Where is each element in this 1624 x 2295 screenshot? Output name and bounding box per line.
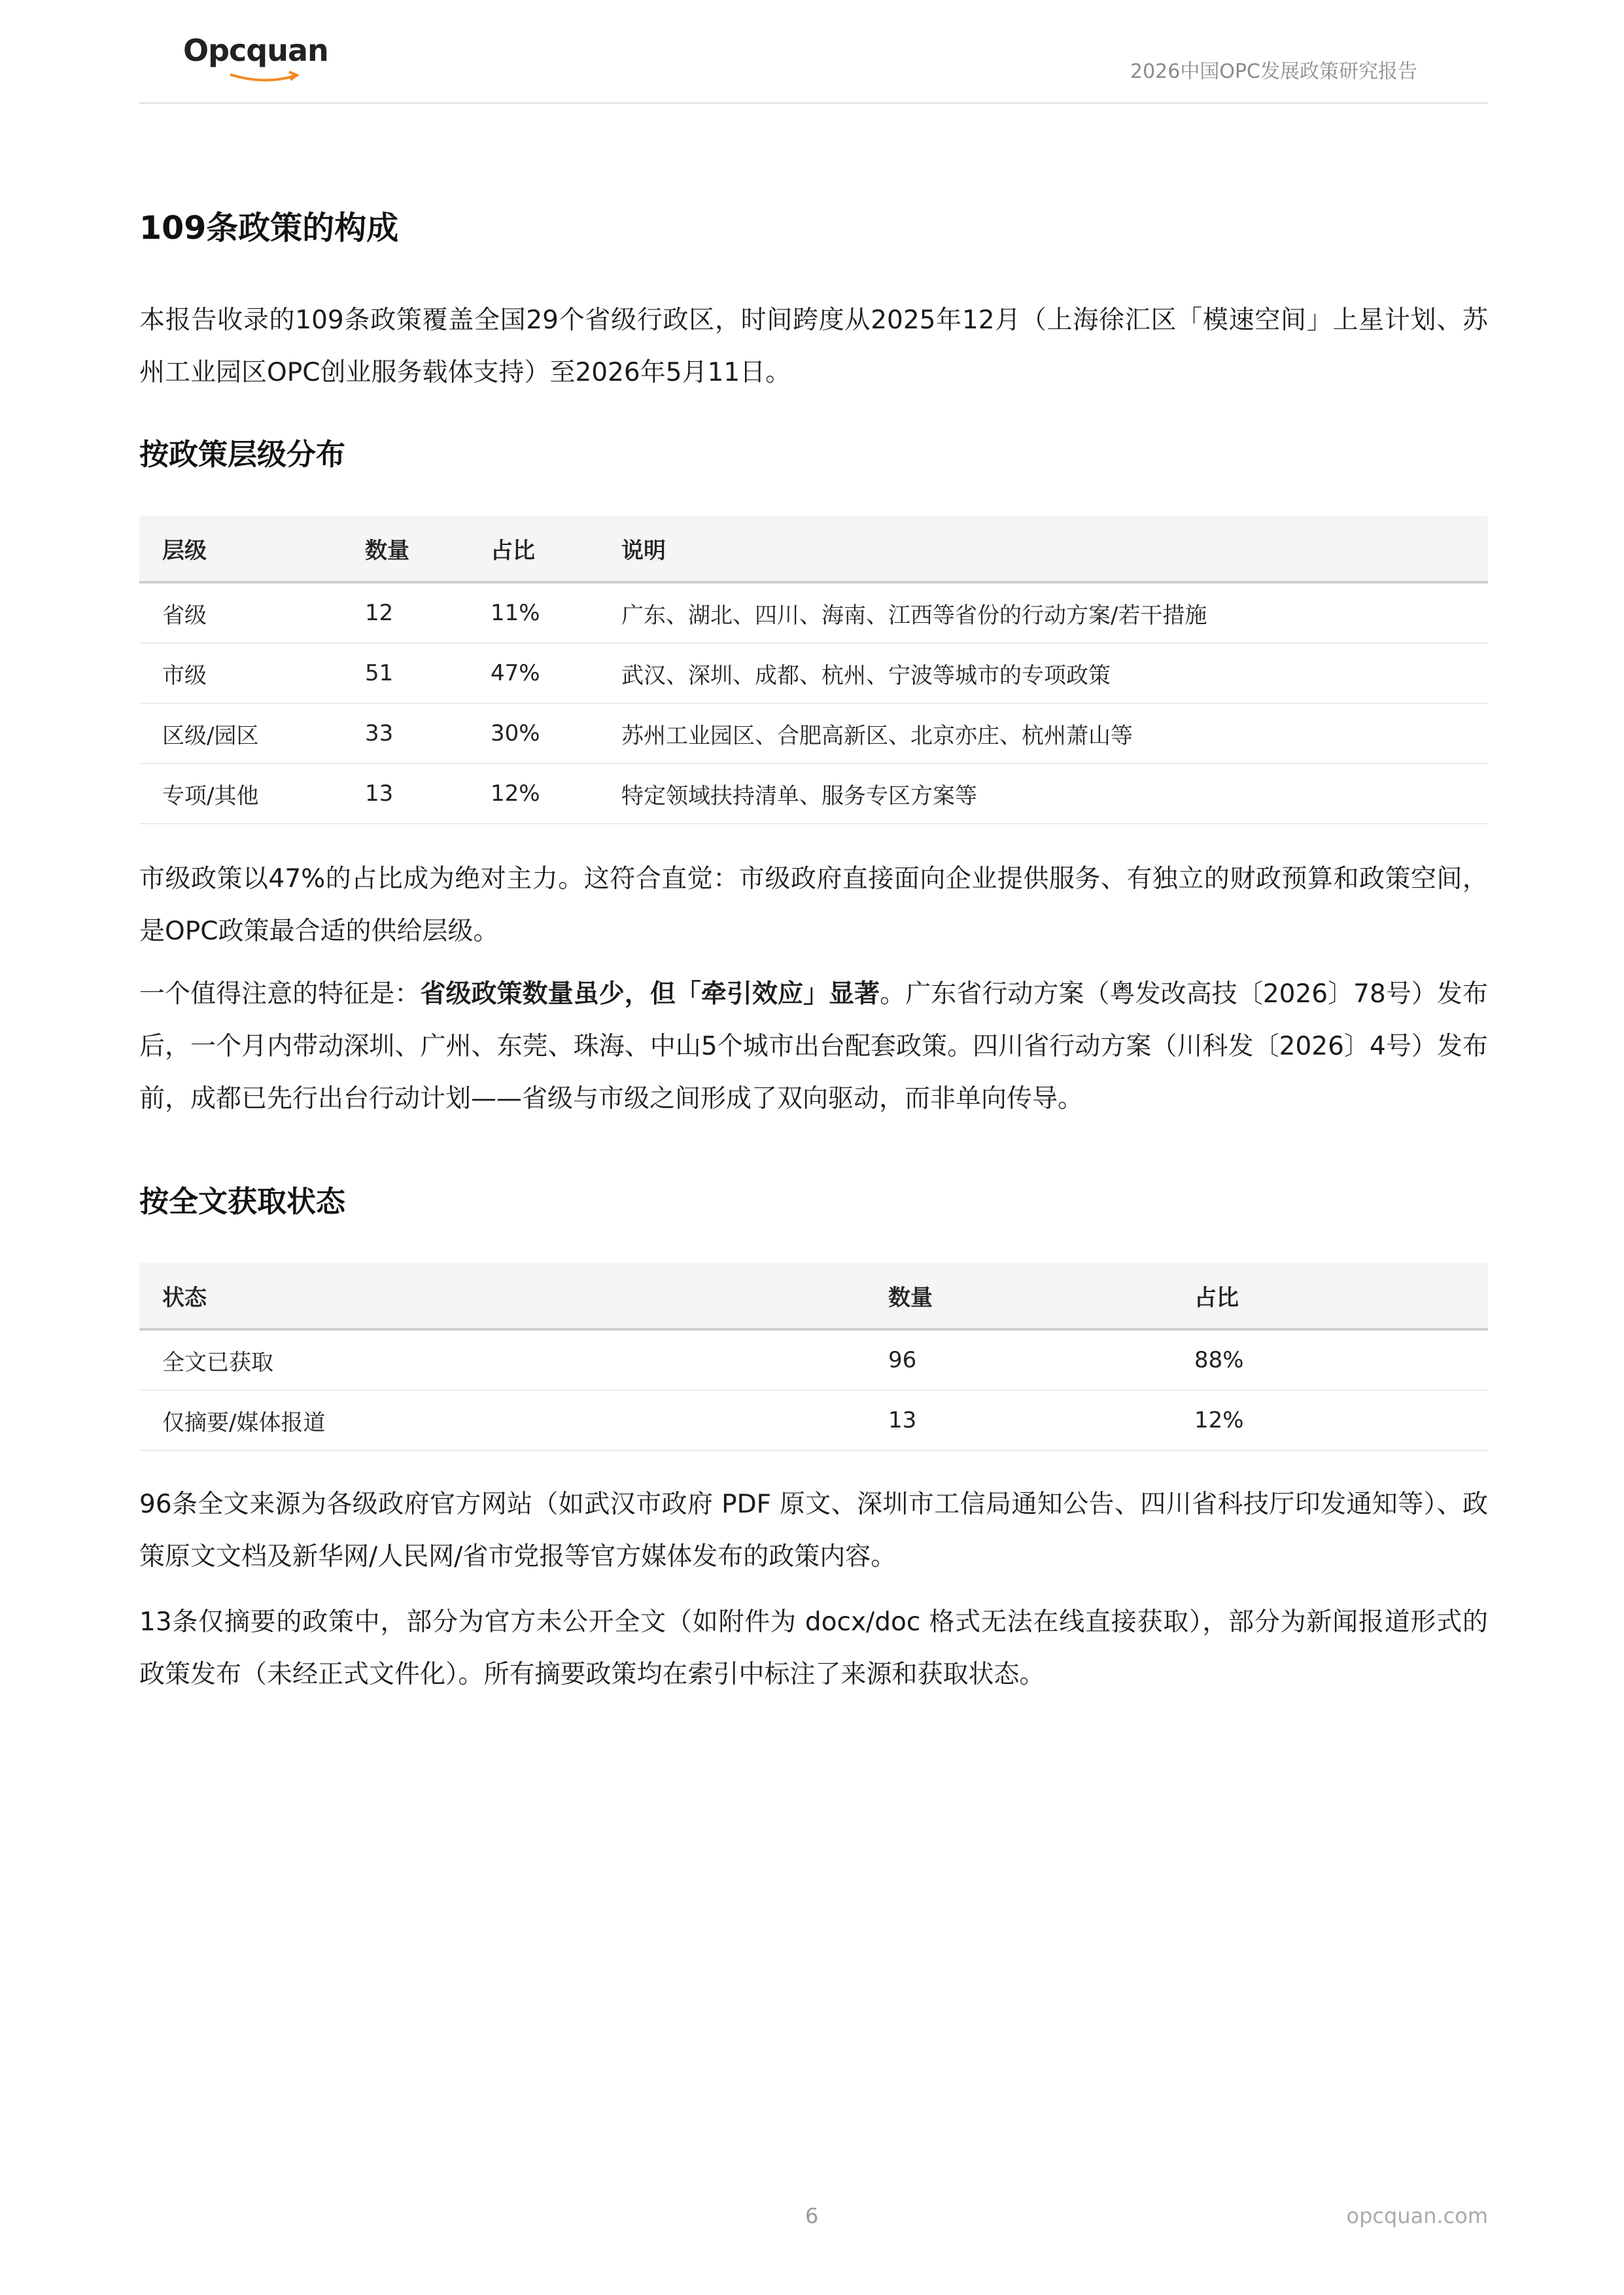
column-header: 数量 <box>342 516 468 582</box>
table-cell: 11% <box>468 582 598 643</box>
column-header: 状态 <box>139 1263 865 1329</box>
table-row <box>139 643 1488 703</box>
level-table <box>139 516 1488 824</box>
column-header: 占比 <box>468 516 598 582</box>
table-cell: 全文已获取 <box>139 1329 865 1390</box>
table-row <box>139 703 1488 763</box>
page-header <box>139 0 1488 104</box>
table-cell: 96 <box>865 1329 1171 1390</box>
table-cell: 30% <box>468 703 598 763</box>
logo-text: Opcquan <box>183 33 328 68</box>
table-cell: 省级 <box>139 582 342 643</box>
table-cell: 苏州工业园区、合肥高新区、北京亦庄、杭州萧山等 <box>598 703 1488 763</box>
paragraph-text: 一个值得注意的特征是： <box>139 979 421 1009</box>
column-header: 说明 <box>598 516 1488 582</box>
table-row <box>139 582 1488 643</box>
status-section-title: 按全文获取状态 <box>139 1184 346 1219</box>
table-cell: 武汉、深圳、成都、杭州、宁波等城市的专项政策 <box>598 643 1488 703</box>
level-section-title: 按政策层级分布 <box>139 437 346 472</box>
table-cell: 88% <box>1171 1329 1488 1390</box>
brand-logo <box>183 33 328 79</box>
table-header-row <box>139 516 1488 582</box>
status-paragraph-1: 96条全文来源为各级政府官方网站（如武汉市政府 PDF 原文、深圳市工信局通知公告、四川省科技厅印发通知等）、政策原文文档及新华网/人民网/省市党报等官方媒体发布的政策内容。 <box>139 1490 1488 1571</box>
table-header-row <box>139 1263 1488 1329</box>
column-header: 层级 <box>139 516 342 582</box>
table-row <box>139 1329 1488 1390</box>
intro-paragraph: 本报告收录的109条政策覆盖全国29个省级行政区，时间跨度从2025年12月（上海徐汇区「模速空间」上星计划、苏州工业园区OPC创业服务载体支持）至2026年5月11日。 <box>139 306 1488 387</box>
table-cell: 特定领域扶持清单、服务专区方案等 <box>598 763 1488 824</box>
table-row <box>139 763 1488 824</box>
level-paragraph-2 <box>139 968 1488 1125</box>
table-cell: 47% <box>468 643 598 703</box>
table-cell: 仅摘要/媒体报道 <box>139 1390 865 1450</box>
paragraph-text: 。广东省行动方案（粤发改高技〔2026〕78号）发布后，一个月内带动深圳、广州、东莞、珠海、中山5个城市出台配套政策。四川省行动方案（川科发〔2026〕4号）发布前，成都已先行出台行动计划——省级与市级之间形成了双向驱动，而非单向传导。 <box>139 979 1488 1113</box>
table-cell: 区级/园区 <box>139 703 342 763</box>
emphasis-text: 省级政策数量虽少，但「牵引效应」显著 <box>420 979 880 1009</box>
logo-arrow-icon <box>229 71 301 84</box>
table-cell: 广东、湖北、四川、海南、江西等省份的行动方案/若干措施 <box>598 582 1488 643</box>
table-cell: 专项/其他 <box>139 763 342 824</box>
column-header: 占比 <box>1171 1263 1488 1329</box>
table-row <box>139 1390 1488 1450</box>
column-header: 数量 <box>865 1263 1171 1329</box>
section-title: 109条政策的构成 <box>139 209 399 247</box>
status-table <box>139 1263 1488 1451</box>
table-cell: 12 <box>342 582 468 643</box>
status-paragraph-2: 13条仅摘要的政策中，部分为官方未公开全文（如附件为 docx/doc 格式无法在线直接获取），部分为新闻报道形式的政策发布（未经正式文件化）。所有摘要政策均在索引中标注了来源和获取状态。 <box>139 1607 1488 1689</box>
page-number: 6 <box>805 2203 819 2228</box>
level-paragraph-1: 市级政策以47%的占比成为绝对主力。这符合直觉：市级政府直接面向企业提供服务、有独立的财政预算和政策空间，是OPC政策最合适的供给层级。 <box>139 864 1488 946</box>
table-cell: 12% <box>468 763 598 824</box>
report-title: 2026中国OPC发展政策研究报告 <box>1130 60 1417 83</box>
table-cell: 51 <box>342 643 468 703</box>
footer-site-link[interactable]: opcquan.com <box>1346 2203 1488 2228</box>
table-cell: 12% <box>1171 1390 1488 1450</box>
table-cell: 13 <box>342 763 468 824</box>
table-cell: 33 <box>342 703 468 763</box>
table-cell: 市级 <box>139 643 342 703</box>
table-cell: 13 <box>865 1390 1171 1450</box>
